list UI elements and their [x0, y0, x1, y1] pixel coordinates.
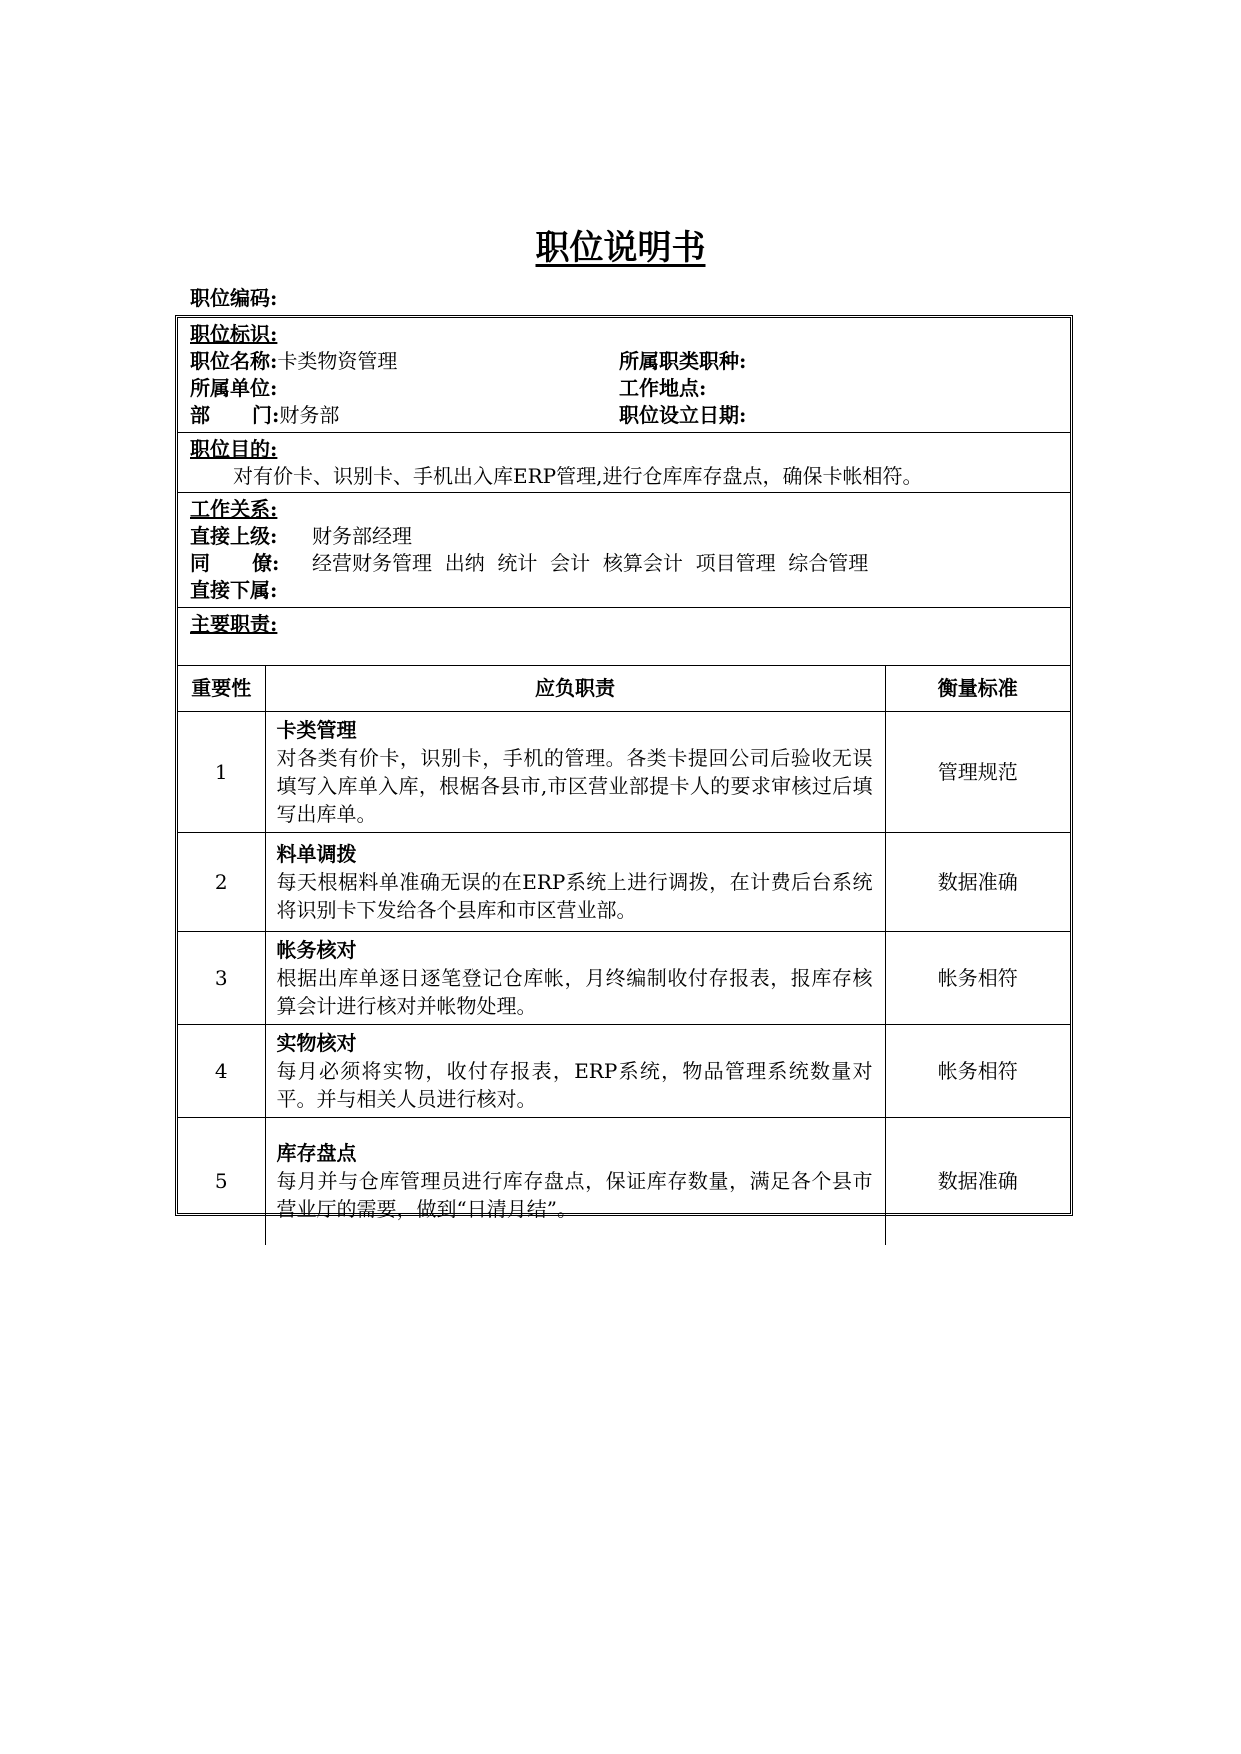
superior-label: 直接上级: — [190, 524, 278, 548]
peer-value: 经营财务管理 出纳 统计 会计 核算会计 项目管理 综合管理 — [312, 551, 869, 575]
duty-title: 帐务核对 — [276, 937, 357, 962]
row-rank: 3 — [178, 931, 265, 1024]
subordinate-label: 直接下属: — [190, 578, 278, 602]
row-duty — [265, 832, 885, 931]
duty-title: 库存盘点 — [276, 1141, 357, 1166]
department-label-b: 门: — [252, 403, 280, 427]
duty-title: 实物核对 — [276, 1030, 357, 1055]
identity-heading: 职位标识: — [190, 322, 278, 346]
header-standard: 衡量标准 — [885, 666, 1070, 711]
superior-value: 财务部经理 — [312, 524, 412, 548]
row-standard: 管理规范 — [885, 711, 1070, 832]
row-rank: 2 — [178, 832, 265, 931]
work-location-label: 工作地点: — [619, 376, 707, 400]
table-row — [178, 931, 1070, 1024]
position-name-value: 卡类物资管理 — [277, 349, 398, 373]
header-importance: 重要性 — [178, 666, 265, 711]
row-duty — [265, 931, 885, 1024]
position-name-label: 职位名称: — [190, 349, 278, 373]
identity-section — [178, 318, 1070, 433]
row-rank: 5 — [178, 1117, 265, 1245]
peer-label-a: 同 — [190, 551, 210, 575]
row-standard: 数据准确 — [885, 1117, 1070, 1245]
purpose-text: 对有价卡、识别卡、手机出入库ERP管理,进行仓库库存盘点，确保卡帐相符。 — [233, 464, 923, 488]
job-category-label: 所属职类职种: — [619, 349, 747, 373]
duty-description: 每月并与仓库管理员进行库存盘点，保证库存数量，满足各个县市营业厅的需要，做到“日清月结”。 — [276, 1169, 873, 1222]
row-standard: 帐务相符 — [885, 1024, 1070, 1117]
duties-heading-section — [178, 608, 1070, 666]
relations-section — [178, 493, 1070, 608]
duty-title: 料单调拨 — [276, 841, 357, 866]
row-duty — [265, 1024, 885, 1117]
duty-description: 对各类有价卡，识别卡，手机的管理。各类卡提回公司后验收无误填写入库单入库，根椐各县市,市区营业部提卡人的要求审核过后填写出库单。 — [276, 745, 873, 826]
document-title — [0, 226, 1241, 270]
duty-title: 卡类管理 — [276, 717, 357, 742]
row-rank: 4 — [178, 1024, 265, 1117]
establish-date-label: 职位设立日期: — [619, 403, 747, 427]
duty-description: 每天根椐料单准确无误的在ERP系统上进行调拨，在计费后台系统将识别卡下发给各个县库和市区营业部。 — [276, 869, 873, 922]
row-duty — [265, 711, 885, 832]
table-row — [178, 832, 1070, 931]
peer-row — [190, 549, 868, 577]
position-name-row — [190, 347, 397, 375]
row-rank: 1 — [178, 711, 265, 832]
relations-heading: 工作关系: — [190, 497, 278, 521]
department-value: 财务部 — [279, 403, 340, 427]
purpose-section — [178, 433, 1070, 493]
row-duty — [265, 1117, 885, 1245]
duties-heading: 主要职责: — [190, 612, 278, 636]
table-row — [178, 711, 1070, 832]
row-standard: 数据准确 — [885, 832, 1070, 931]
row-standard: 帐务相符 — [885, 931, 1070, 1024]
table-row — [178, 1117, 1070, 1245]
purpose-heading: 职位目的: — [190, 437, 278, 461]
duties-table — [178, 666, 1070, 1245]
duties-header-row — [178, 666, 1070, 711]
duty-description: 根据出库单逐日逐笔登记仓库帐，月终编制收付存报表，报库存核算会计进行核对并帐物处理。 — [276, 965, 873, 1018]
position-code-label: 职位编码: — [190, 286, 278, 310]
header-responsibility: 应负职责 — [265, 666, 885, 711]
department-label-a: 部 — [190, 403, 210, 427]
document-title-text: 职位说明书 — [535, 228, 706, 268]
superior-row — [190, 522, 412, 550]
job-description-form — [175, 315, 1073, 1222]
duty-description: 每月必须将实物，收付存报表，ERP系统，物品管理系统数量对平。并与相关人员进行核对。 — [276, 1058, 873, 1111]
table-row — [178, 1024, 1070, 1117]
unit-label: 所属单位: — [190, 376, 278, 400]
department-row — [190, 401, 339, 429]
peer-label-b: 僚: — [252, 551, 280, 575]
